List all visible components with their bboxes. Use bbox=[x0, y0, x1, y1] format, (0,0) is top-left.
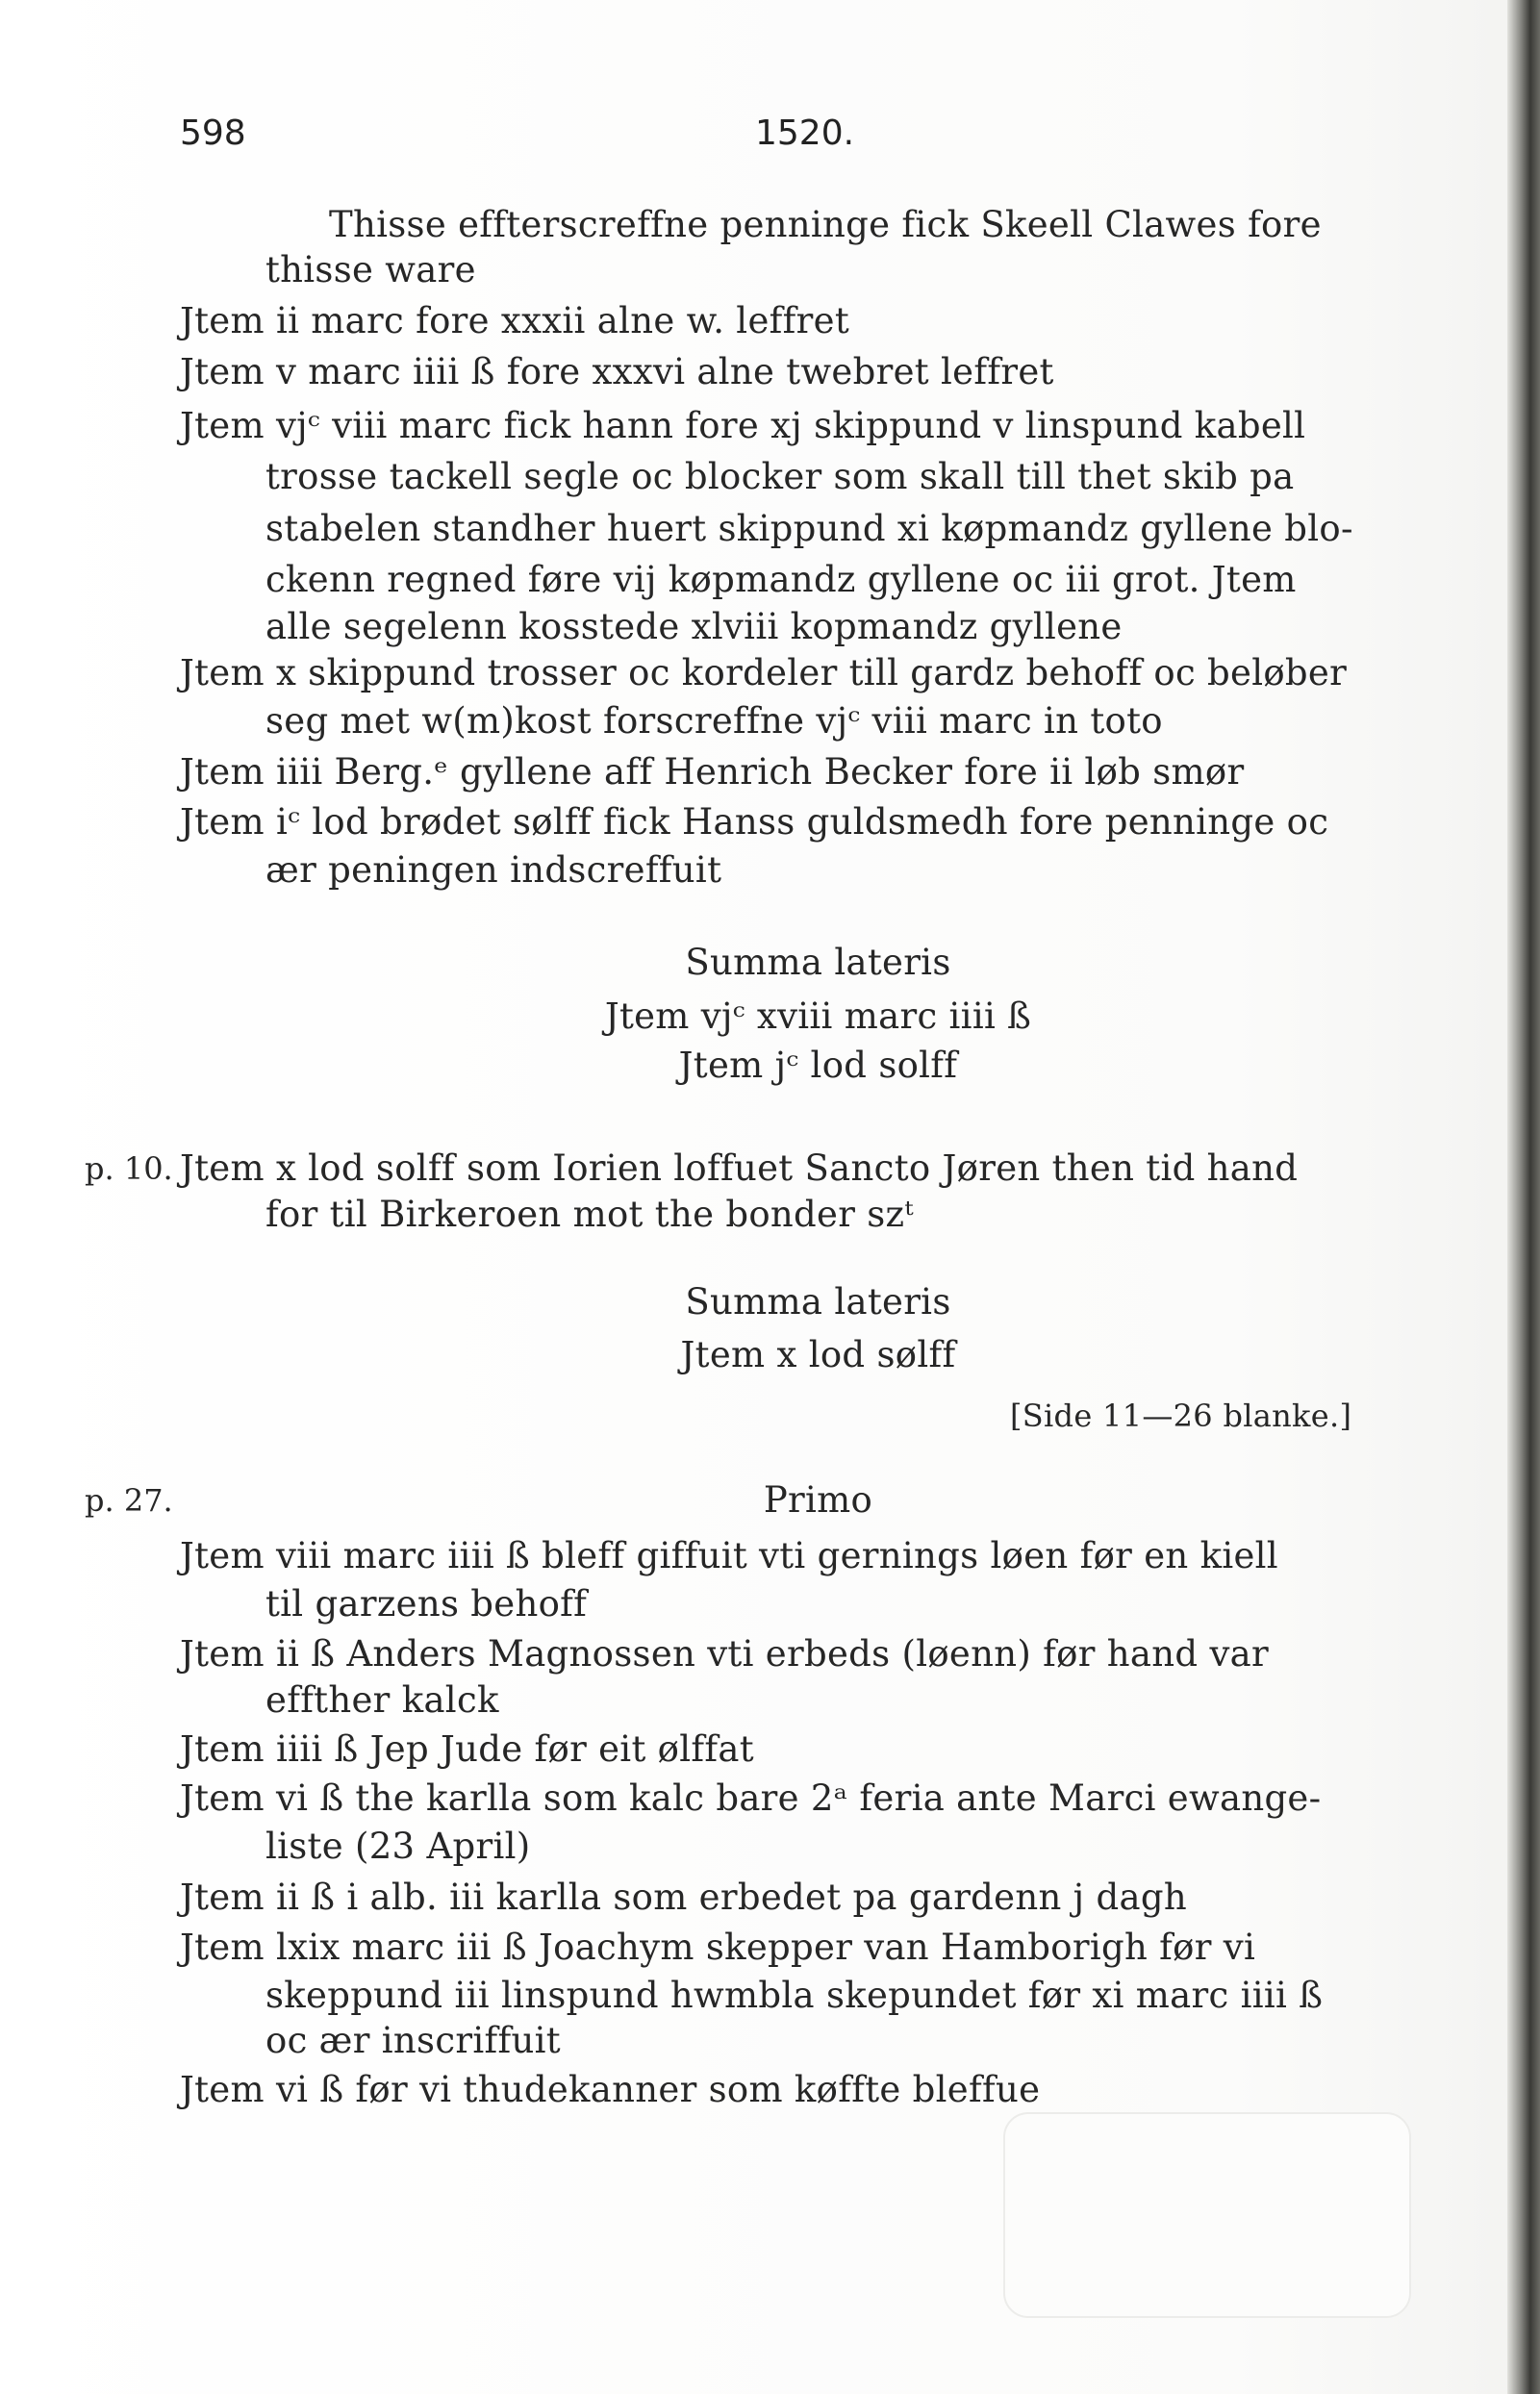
text-line: Jtem x lod solff som Iorien loffuet Sancto Jøren then tid hand bbox=[180, 1147, 1299, 1189]
text-line: Jtem ii ß i alb. iii karlla som erbedet pa gardenn j dagh bbox=[180, 1877, 1187, 1918]
text-line: seg met w(m)kost forscreffne vjᶜ viii marc in toto bbox=[265, 700, 1163, 742]
page-edge-shadow bbox=[1507, 0, 1540, 2394]
margin-note: p. 10. bbox=[85, 1150, 173, 1187]
text-line: Jtem ii marc fore xxxii alne w. leffret bbox=[180, 300, 849, 341]
page-smudge bbox=[1003, 2112, 1411, 2318]
text-line: trosse tackell segle oc blocker som skall till thet skib pa bbox=[265, 456, 1295, 497]
text-line: Jtem x skippund trosser oc kordeler till gardz behoff oc beløber bbox=[180, 652, 1348, 693]
text-line: for til Birkeroen mot the bonder szᵗ bbox=[265, 1194, 914, 1235]
margin-note: p. 27. bbox=[85, 1482, 173, 1519]
text-line: Jtem vi ß før vi thudekanner som køffte bleffue bbox=[180, 2069, 1041, 2110]
page-number: 598 bbox=[180, 113, 246, 153]
text-line: thisse ware bbox=[265, 249, 476, 290]
text-line: Jtem v marc iiii ß fore xxxvi alne twebret leffret bbox=[180, 351, 1054, 392]
text-line: Jtem iiii ß Jep Jude før eit ølffat bbox=[180, 1728, 754, 1770]
text-line: ær peningen indscreffuit bbox=[265, 849, 722, 891]
text-line: skeppund iii linspund hwmbla skepundet før xi marc iiii ß bbox=[265, 1975, 1324, 2016]
summa-line: Jtem x lod sølff bbox=[680, 1334, 956, 1375]
text-line: Jtem iᶜ lod brødet sølff fick Hanss guldsmedh fore penninge oc bbox=[180, 801, 1329, 843]
page-header bbox=[180, 113, 1430, 171]
text-line: effther kalck bbox=[265, 1679, 499, 1721]
summa-heading: Summa lateris bbox=[685, 942, 951, 983]
text-line: stabelen standher huert skippund xi køpmandz gyllene blo- bbox=[265, 508, 1353, 549]
summa-heading: Summa lateris bbox=[685, 1281, 951, 1323]
text-line: til garzens behoff bbox=[265, 1583, 588, 1625]
text-line: Thisse effterscreffne penninge fick Skeell Clawes fore bbox=[329, 204, 1322, 245]
text-line: Jtem vjᶜ viii marc fick hann fore xj skippund v linspund kabell bbox=[180, 405, 1306, 446]
text-line: Jtem iiii Berg.ᵉ gyllene aff Henrich Becker fore ii løb smør bbox=[180, 751, 1245, 793]
editorial-note: [Side 11—26 blanke.] bbox=[1010, 1398, 1352, 1434]
text-line: ckenn regned føre vij køpmandz gyllene oc iii grot. Jtem bbox=[265, 559, 1297, 600]
text-line: Jtem vi ß the karlla som kalc bare 2ᵃ feria ante Marci ewange- bbox=[180, 1777, 1322, 1819]
page-year: 1520. bbox=[755, 113, 855, 153]
text-line: Jtem lxix marc iii ß Joachym skepper van Hamborigh før vi bbox=[180, 1927, 1256, 1968]
summa-line: Jtem vjᶜ xviii marc iiii ß bbox=[604, 995, 1032, 1037]
text-line: Jtem viii marc iiii ß bleff giffuit vti gernings løen før en kiell bbox=[180, 1535, 1278, 1576]
text-line: liste (23 April) bbox=[265, 1826, 531, 1867]
section-heading: Primo bbox=[763, 1479, 873, 1521]
text-line: alle segelenn kosstede xlviii kopmandz gyllene bbox=[265, 606, 1123, 647]
text-line: Jtem ii ß Anders Magnossen vti erbeds (løenn) før hand var bbox=[180, 1633, 1270, 1675]
text-line: oc ær inscriffuit bbox=[265, 2020, 561, 2061]
summa-line: Jtem jᶜ lod solff bbox=[678, 1045, 958, 1086]
